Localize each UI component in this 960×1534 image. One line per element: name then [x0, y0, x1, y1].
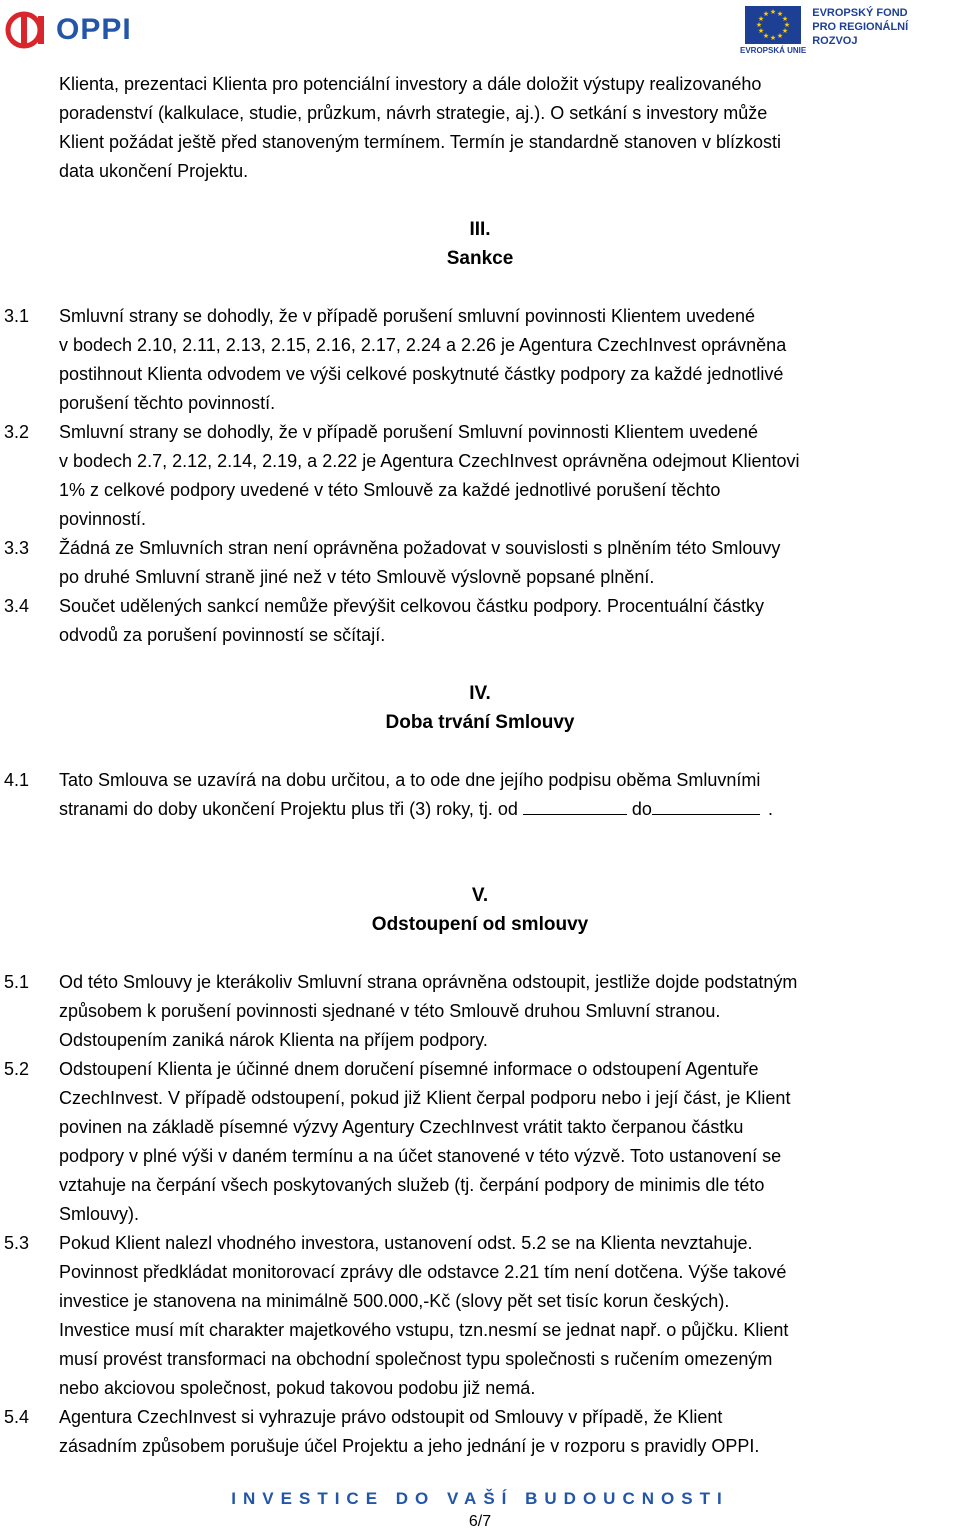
clause-line: Agentura CzechInvest si vyhrazuje právo odstoupit od Smlouvy v případě, že Klient	[59, 1407, 723, 1427]
clause-line: po druhé Smluvní straně jiné než v této Smlouvě výslovně popsané plnění.	[59, 567, 655, 587]
svg-text:★: ★	[769, 34, 777, 42]
clause-line: Pokud Klient nalezl vhodného investora, ustanovení odst. 5.2 se na Klienta nevztahuje.	[59, 1233, 753, 1253]
clause-line: v bodech 2.10, 2.11, 2.13, 2.15, 2.16, 2.17, 2.24 a 2.26 je Agentura CzechInvest oprávněna	[59, 335, 787, 355]
clause-line: porušení těchto povinností.	[59, 393, 276, 413]
svg-text:★: ★	[781, 15, 789, 23]
page-header	[0, 0, 960, 60]
clause-line: vztahuje na čerpání všech poskytovaných služeb (tj. čerpání podpory de minimis dle této	[59, 1175, 765, 1195]
eu-flag-icon	[745, 6, 801, 44]
clause-line-with-blanks: stranami do doby ukončení Projektu plus tři (3) roky, tj. od do .	[59, 795, 960, 824]
intro-line: Klient požádat ještě před stanoveným termínem. Termín je standardně stanoven v blízkosti	[59, 132, 782, 152]
clause-number: 5.1	[4, 972, 30, 992]
clause-line: Smluvní strany se dohodly, že v případě porušení smluvní povinnosti Klientem uvedené	[59, 306, 756, 326]
svg-text:★: ★	[781, 27, 789, 35]
section-title: Doba trvání Smlouvy	[385, 712, 575, 733]
clause-line: 1% z celkové podpory uvedené v této Smlouvě za každé jednotlivé porušení těchto	[59, 480, 721, 500]
svg-text:★: ★	[762, 32, 770, 40]
svg-text:★: ★	[776, 32, 784, 40]
section-title: Sankce	[446, 248, 514, 269]
svg-text:★: ★	[776, 10, 784, 18]
clause-number: 5.3	[4, 1233, 30, 1253]
page-number: 6/7	[468, 1513, 492, 1530]
eu-logo	[740, 6, 908, 55]
clause-line: způsobem k porušení povinnosti sjednané v této Smlouvě druhou Smluvní stranou.	[59, 1001, 721, 1021]
clause-line: investice je stanovena na minimálně 500.000,-Kč (slovy pět set tisíc korun českých).	[59, 1291, 730, 1311]
clause-line: podpory v plné výši v daném termínu a na účet stanovené v této výzvě. Toto ustanovení se	[59, 1146, 782, 1166]
clause-line: Součet udělených sankcí nemůže převýšit celkovou částku podpory. Procentuální částky	[59, 596, 765, 616]
svg-text:★: ★	[783, 21, 791, 29]
clause-line: Smluvní strany se dohodly, že v případě porušení Smluvní povinnosti Klientem uvedené	[59, 422, 759, 442]
clause-number: 5.2	[4, 1059, 30, 1079]
date-from-blank[interactable]	[523, 796, 627, 815]
clause-number: 3.1	[4, 306, 30, 326]
clause-line: Odstoupením zaniká nárok Klienta na příjem podpory.	[59, 1030, 488, 1050]
clause-line: povinností.	[59, 509, 147, 529]
svg-text:★: ★	[769, 8, 777, 16]
clause-line: Žádná ze Smluvních stran není oprávněna požadovat v souvislosti s plněním této Smlouvy	[59, 538, 781, 558]
svg-text:★: ★	[757, 27, 765, 35]
clause-line: nebo akciovou společnost, pokud takovou podobu již nemá.	[59, 1378, 536, 1398]
date-to-blank[interactable]	[652, 796, 760, 815]
section-number: V.	[471, 885, 489, 906]
clause-line: Tato Smlouva se uzavírá na dobu určitou, a to ode dne jejího podpisu oběma Smluvními	[59, 770, 761, 790]
oppi-logo	[4, 10, 132, 50]
eu-fund-name: EVROPSKÝ FOND PRO REGIONÁLNÍ ROZVOJ	[812, 7, 909, 47]
clause-line: musí provést transformaci na obchodní společnost typu společnosti s ručením omezeným	[59, 1349, 773, 1369]
clause-line: zásadním způsobem porušuje účel Projektu a jeho jednání je v rozporu s pravidly OPPI.	[59, 1436, 760, 1456]
footer-slogan: INVESTICE DO VAŠÍ BUDOUCNOSTI	[231, 1489, 729, 1508]
clause-number: 3.3	[4, 538, 30, 558]
clause-line: Odstoupení Klienta je účinné dnem doručení písemné informace o odstoupení Agentuře	[59, 1059, 759, 1079]
section-title: Odstoupení od smlouvy	[371, 914, 589, 935]
svg-text:★: ★	[757, 15, 765, 23]
clause-line: v bodech 2.7, 2.12, 2.14, 2.19, a 2.22 je Agentura CzechInvest oprávněna odejmout Klientovi	[59, 451, 800, 471]
clause-line: Od této Smlouvy je kterákoliv Smluvní strana oprávněna odstoupit, jestliže dojde podstatným	[59, 972, 798, 992]
svg-text:★: ★	[762, 10, 770, 18]
clause-number: 3.2	[4, 422, 30, 442]
clause-number: 3.4	[4, 596, 30, 616]
oppi-logo-text: OPPI	[56, 13, 132, 46]
clause-number: 5.4	[4, 1407, 30, 1427]
clause-line: odvodů za porušení povinností se sčítají.	[59, 625, 386, 645]
section-number: III.	[469, 219, 491, 240]
intro-line: Klienta, prezentaci Klienta pro potenciální investory a dále doložit výstupy realizovaného	[59, 74, 762, 94]
intro-line: data ukončení Projektu.	[59, 161, 249, 181]
clause-line: povinen na základě písemné výzvy Agentury CzechInvest vrátit takto čerpanou částku	[59, 1117, 744, 1137]
clause-line: Povinnost předkládat monitorovací zprávy dle odstavce 2.21 tím není dotčena. Výše takové	[59, 1262, 787, 1282]
clause-line: Investice musí mít charakter majetkového vstupu, tzn.nesmí se jednat např. o půjčku. Klient	[59, 1320, 789, 1340]
clause-line: Smlouvy).	[59, 1204, 140, 1224]
intro-line: poradenství (kalkulace, studie, průzkum, návrh strategie, aj.). O setkání s investory může	[59, 103, 768, 123]
oppi-emblem-icon	[4, 10, 50, 50]
section-number: IV.	[469, 683, 491, 704]
clause-line: CzechInvest. V případě odstoupení, pokud již Klient čerpal podporu nebo i její část, je Klient	[59, 1088, 791, 1108]
svg-text:★: ★	[755, 21, 763, 29]
eu-label: EVROPSKÁ UNIE	[740, 46, 807, 55]
clause-number: 4.1	[4, 770, 30, 790]
clause-line: postihnout Klienta odvodem ve výši celkové poskytnuté částky podpory za každé jednotlivé	[59, 364, 784, 384]
